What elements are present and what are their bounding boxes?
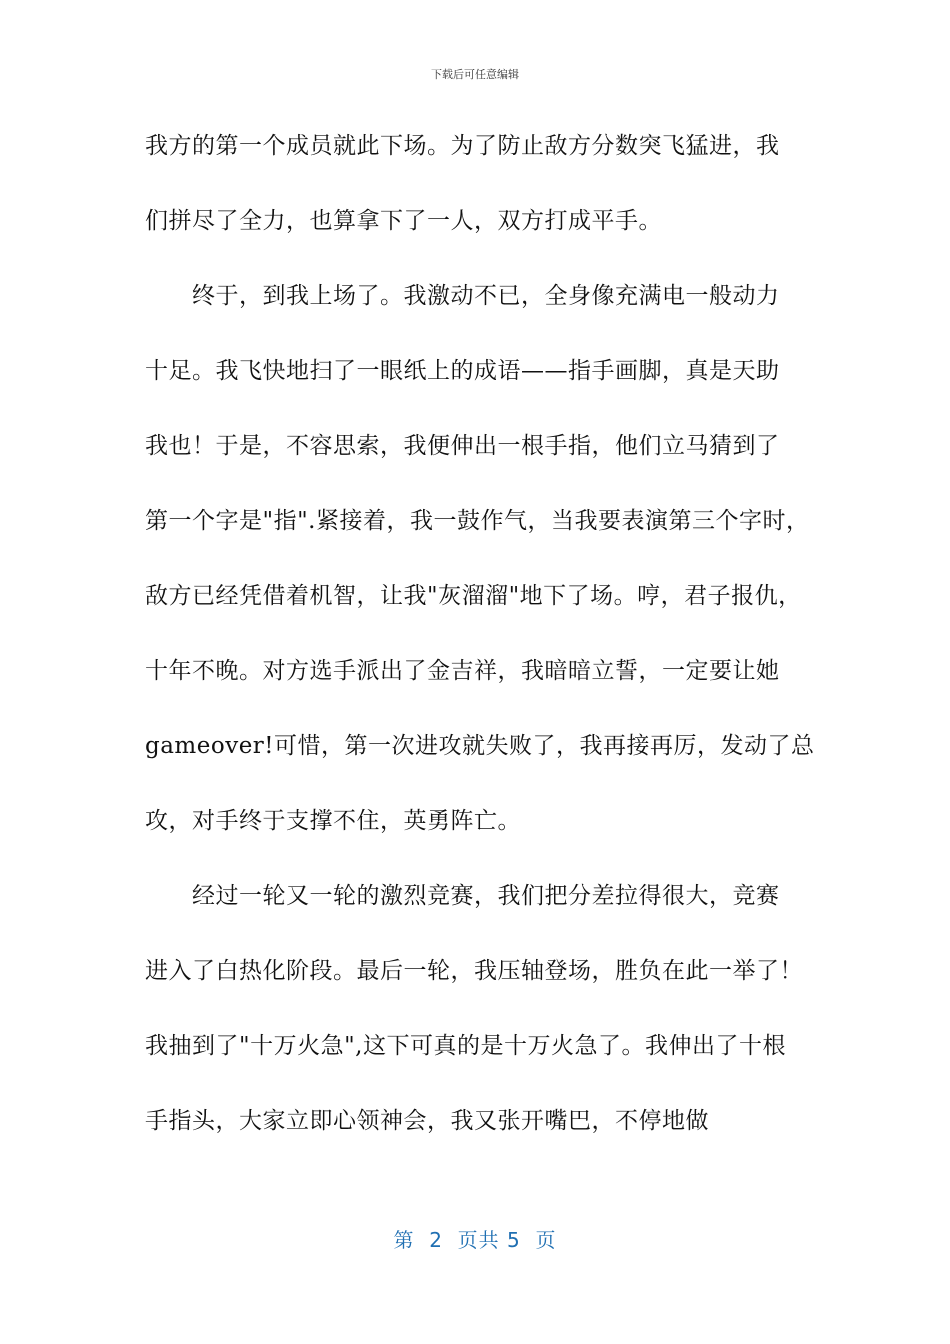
- document-body: [145, 124, 825, 1174]
- body-line: 敌方已经凭借着机智，让我"灰溜溜"地下了场。哼，君子报仇，: [145, 583, 802, 609]
- body-line: 第一个字是"指".紧接着，我一鼓作气，当我要表演第三个字时，: [145, 508, 810, 534]
- paragraph-start-line: 终于，到我上场了。我激动不已，全身像充满电一般动力: [192, 283, 780, 309]
- body-line: 我方的第一个成员就此下场。为了防止敌方分数突飞猛进，我: [145, 133, 780, 159]
- body-line: 十年不晚。对方选手派出了金吉祥，我暗暗立誓，一定要让她: [145, 658, 780, 684]
- page-number-footer: 第 2 页共 5 页: [393, 1228, 557, 1252]
- paragraph-start-line: 经过一轮又一轮的激烈竞赛，我们把分差拉得很大，竞赛: [192, 883, 780, 909]
- body-line: 十足。我飞快地扫了一眼纸上的成语——指手画脚，真是天助: [145, 358, 780, 384]
- body-line: 手指头，大家立即心领神会，我又张开嘴巴，不停地做: [145, 1108, 709, 1134]
- body-line: 我也！于是，不容思索，我便伸出一根手指，他们立马猜到了: [145, 433, 780, 459]
- body-line: 们拼尽了全力，也算拿下了一人，双方打成平手。: [145, 208, 662, 234]
- body-line: 攻，对手终于支撑不住，英勇阵亡。: [145, 808, 521, 834]
- body-line: 我抽到了"十万火急",这下可真的是十万火急了。我伸出了十根: [145, 1033, 786, 1059]
- body-line: gameover!可惜，第一次进攻就失败了，我再接再厉，发动了总: [145, 733, 815, 759]
- body-line: 进入了白热化阶段。最后一轮，我压轴登场，胜负在此一举了！: [145, 958, 803, 984]
- header-note: 下载后可任意编辑: [431, 68, 519, 81]
